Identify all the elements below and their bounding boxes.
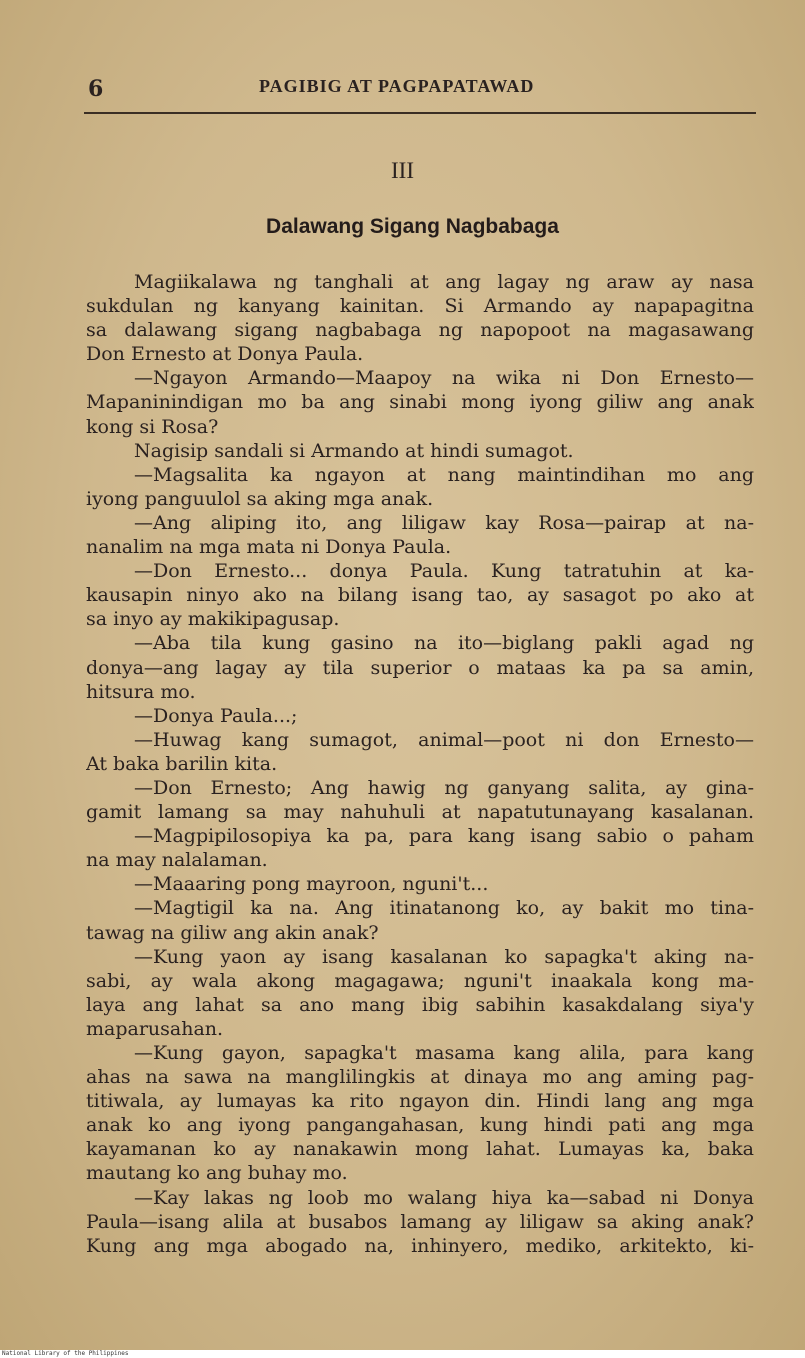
text-line: —Kung yaon ay isang kasalanan ko sapagka't aking na- <box>134 945 754 968</box>
running-title: PAGIBIG AT PAGPAPATAWAD <box>259 76 535 96</box>
text-line: Magiikalawa ng tanghali at ang lagay ng araw ay nasa <box>134 271 754 293</box>
text-line: Kung ang mga abogado na, inhinyero, mediko, arkitekto, ki- <box>86 1234 754 1257</box>
chapter-title: Dalawang Sigang Nagbabaga <box>266 215 559 238</box>
text-line: Mapaninindigan mo ba ang sinabi mong iyong giliw ang anak <box>86 391 754 414</box>
text-line: mautang ko ang buhay mo. <box>86 1162 348 1185</box>
text-line: At baka barilin kita. <box>86 752 278 775</box>
library-credit: National Library of the Philippines <box>2 1350 129 1357</box>
text-line: —Huwag kang sumagot, animal—poot ni don Ernesto— <box>134 728 754 751</box>
body-text <box>86 270 754 1258</box>
text-line: ahas na sawa na manglilingkis at dinaya mo ang aming pag- <box>86 1066 754 1089</box>
page-header <box>84 72 756 114</box>
text-line: —Don Ernesto; Ang hawig ng ganyang salita, ay gina- <box>134 776 754 799</box>
text-line: Don Ernesto at Donya Paula. <box>86 343 364 366</box>
text-line: hitsura mo. <box>86 680 196 703</box>
text-line: maparusahan. <box>86 1017 224 1040</box>
text-line: Paula—isang alila at busabos lamang ay liligaw sa aking anak? <box>86 1210 754 1233</box>
text-line: —Donya Paula...; <box>134 704 298 727</box>
text-line: sa dalawang sigang nagbabaga ng napopoot na magasawang <box>86 319 754 342</box>
text-line: iyong panguulol sa aking mga anak. <box>86 487 434 510</box>
text-line: sukdulan ng kanyang kainitan. Si Armando ay napapagitna <box>86 295 754 318</box>
chapter-number: III <box>391 158 414 183</box>
text-line: gamit lamang sa may nahuhuli at napatutunayang kasalanan. <box>86 801 754 824</box>
text-line: —Ngayon Armando—Maapoy na wika ni Don Ernesto— <box>134 367 754 390</box>
text-line: —Aba tila kung gasino na ito—biglang pakli agad ng <box>134 632 754 655</box>
text-line: —Magpipilosopiya ka pa, para kang isang sabio o paham <box>134 825 754 848</box>
text-line: —Magtigil ka na. Ang itinatanong ko, ay bakit mo tina- <box>134 897 754 920</box>
text-line: —Maaaring pong mayroon, nguni't... <box>134 873 489 896</box>
text-line: donya—ang lagay ay tila superior o mataas ka pa sa amin, <box>86 656 754 679</box>
text-line: tawag na giliw ang akin anak? <box>86 921 379 944</box>
text-line: —Ang aliping ito, ang liligaw kay Rosa—pairap at na- <box>134 511 754 534</box>
text-line: kausapin ninyo ako na bilang isang tao, ay sasagot po ako at <box>86 584 754 607</box>
text-line: —Kay lakas ng loob mo walang hiya ka—sabad ni Donya <box>134 1186 754 1209</box>
text-line: —Kung gayon, sapagka't masama kang alila, para kang <box>134 1042 754 1064</box>
text-line: titiwala, ay lumayas ka rito ngayon din. Hindi lang ang mga <box>86 1090 754 1113</box>
page-number: 6 <box>88 76 104 102</box>
text-line: anak ko ang iyong pangangahasan, kung hindi pati ang mga <box>86 1114 754 1137</box>
text-line: sabi, ay wala akong magagawa; nguni't inaakala kong ma- <box>86 969 754 992</box>
text-line: sa inyo ay makikipagusap. <box>86 608 340 631</box>
text-line: nanalim na mga mata ni Donya Paula. <box>86 536 452 559</box>
text-line: laya ang lahat sa ano mang ibig sabihin kasakdalang siya'y <box>86 993 754 1016</box>
text-line: kong si Rosa? <box>86 415 219 438</box>
text-line: Nagisip sandali si Armando at hindi sumagot. <box>134 439 574 462</box>
text-line: —Don Ernesto... donya Paula. Kung tatratuhin at ka- <box>134 560 754 583</box>
text-line: —Magsalita ka ngayon at nang maintindihan mo ang <box>134 463 754 486</box>
text-line: na may nalalaman. <box>86 849 268 872</box>
text-line: kayamanan ko ay nanakawin mong lahat. Lumayas ka, baka <box>86 1138 754 1161</box>
